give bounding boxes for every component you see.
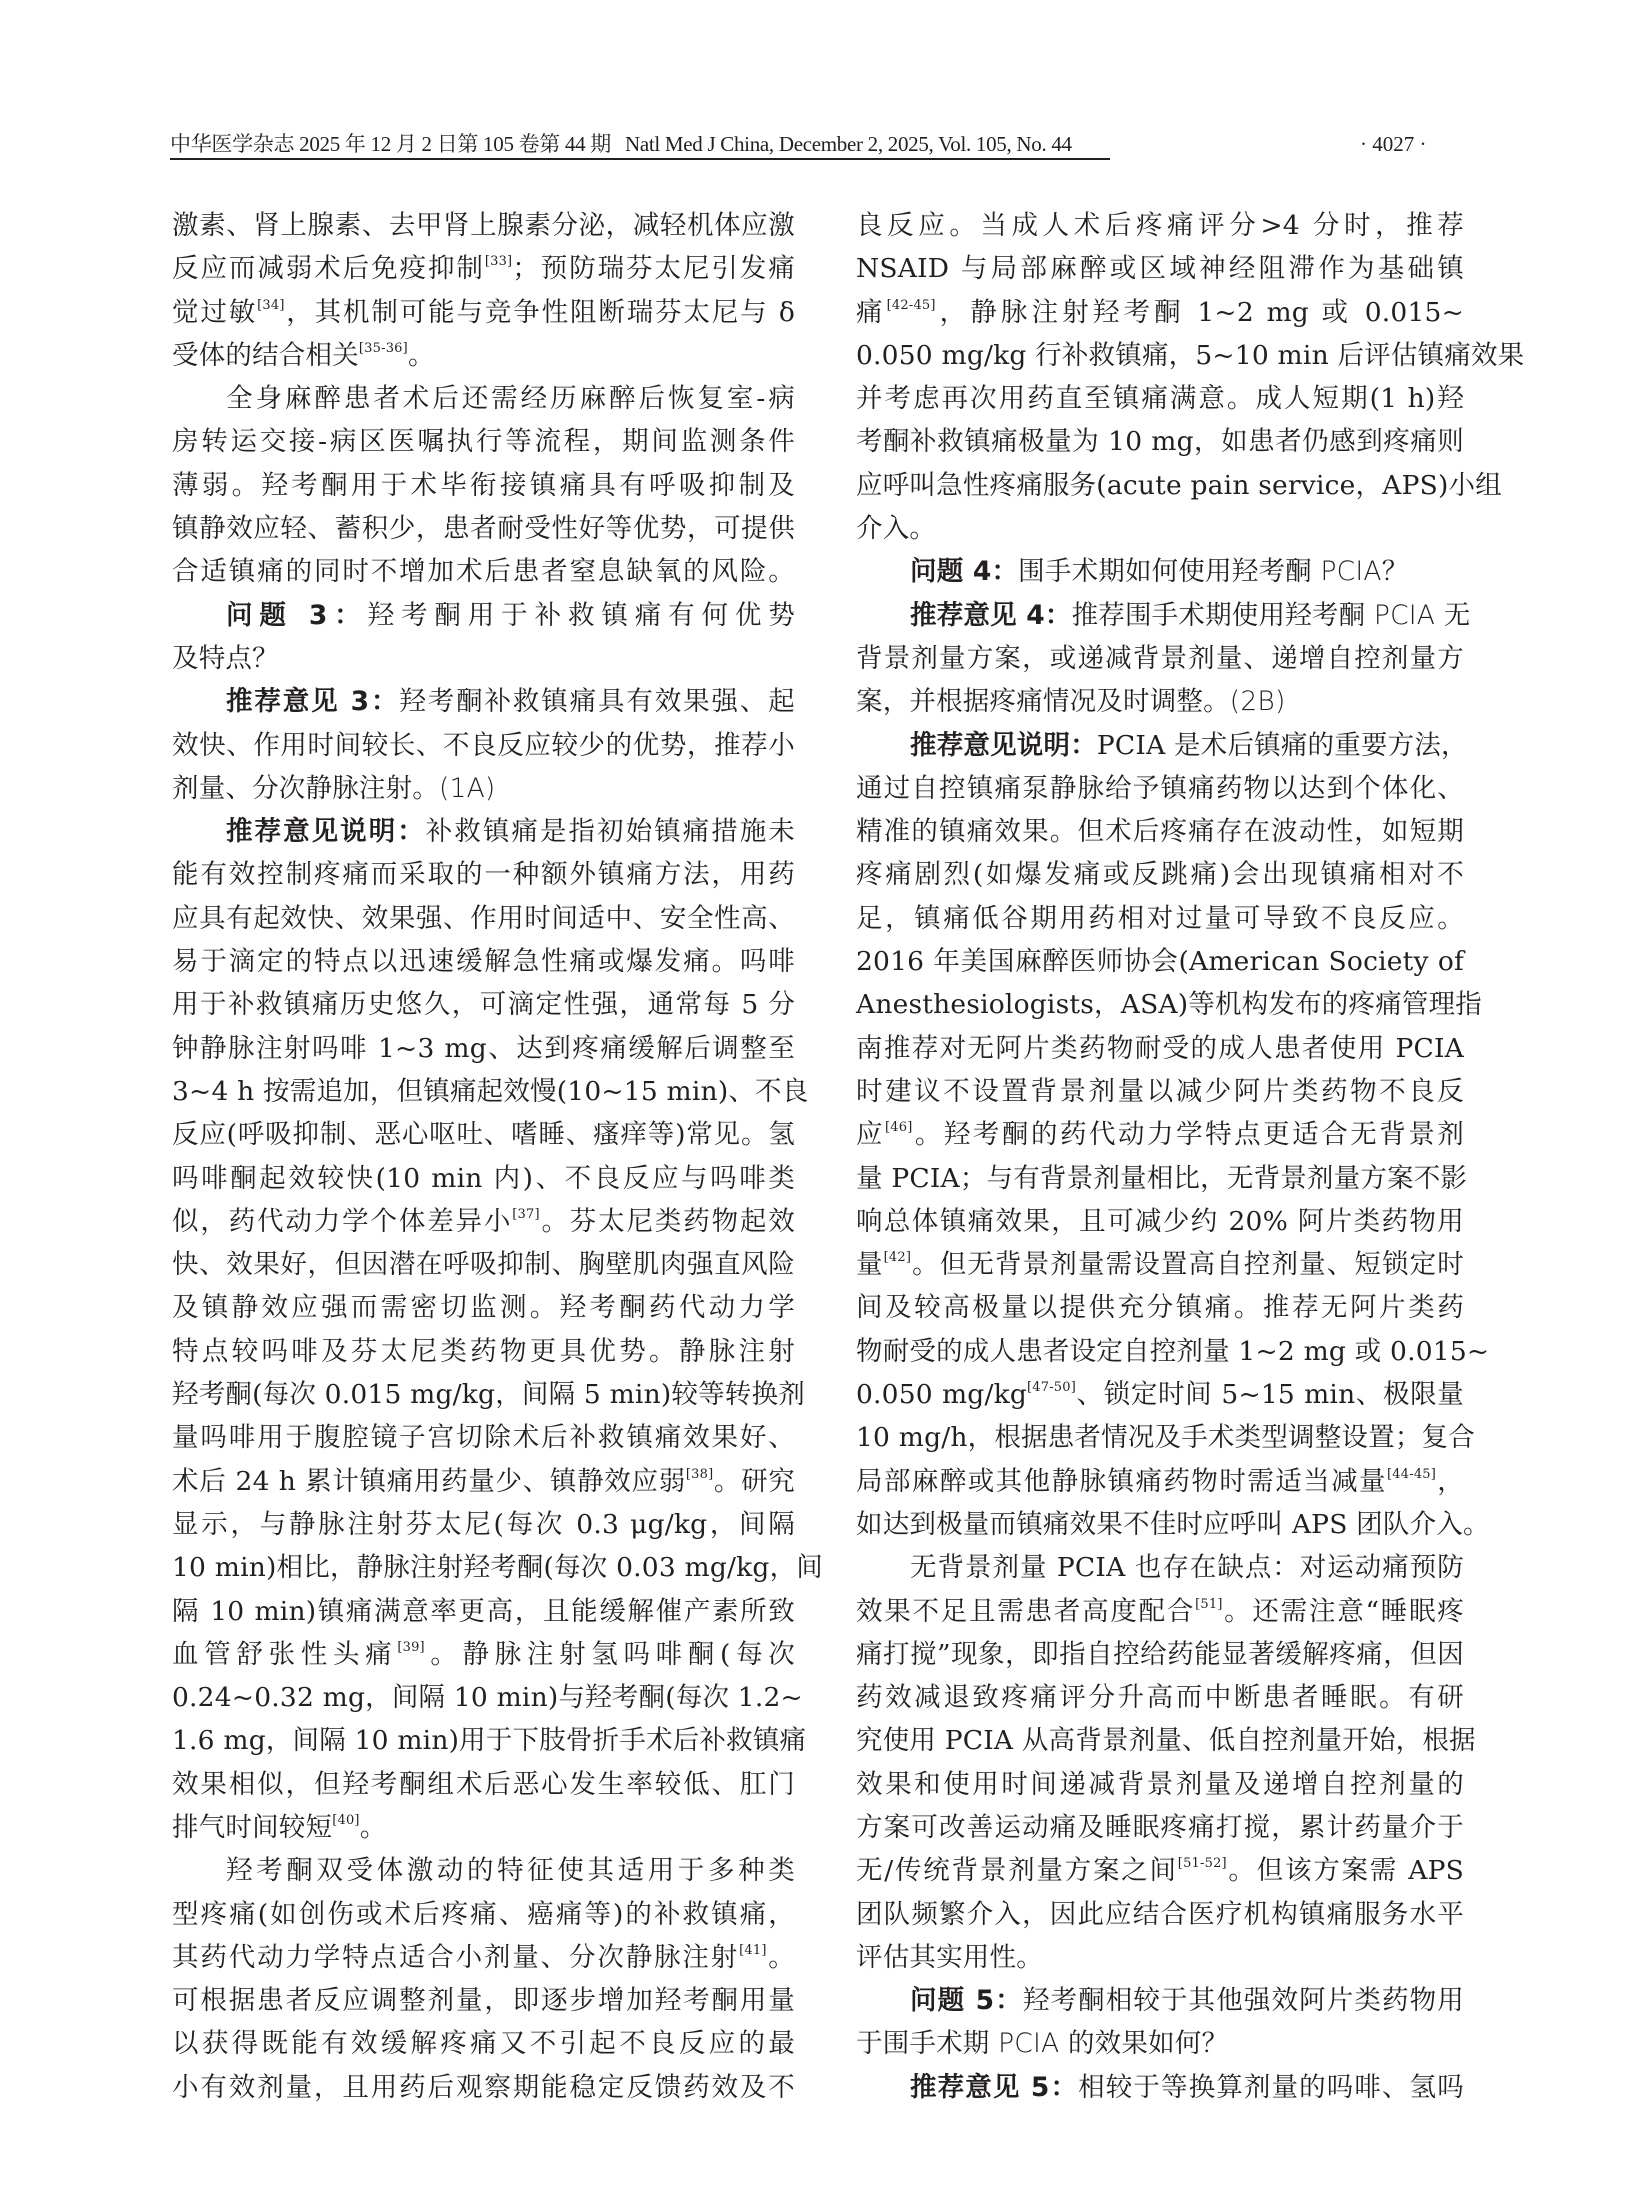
line-text: NSAID 与局部麻醉或区域神经阻滞作为基础镇 xyxy=(856,253,1464,285)
text-line xyxy=(856,983,1482,1026)
text-line xyxy=(856,1286,1464,1329)
citation-ref: [46] xyxy=(885,1120,913,1136)
line-text: 无/传统背景剂量方案之间 xyxy=(856,1855,1178,1887)
text-line xyxy=(856,1373,1464,1416)
line-text: 快、效果好，但因潜在呼吸抑制、胸壁肌肉强直风险 xyxy=(172,1249,795,1281)
text-line xyxy=(856,1503,1490,1546)
line-text: 补救镇痛是指初始镇痛措施未 xyxy=(425,816,795,848)
line-text: 及镇静效应强而需密切监测。羟考酮药代动力学 xyxy=(172,1292,795,1324)
line-text: 评估其实用性。 xyxy=(856,1941,1043,1973)
line-text: 围手术期如何使用羟考酮 PCIA？ xyxy=(1018,556,1409,588)
line-text: 痛打搅”现象，即指自控给药能显著缓解疼痛，但因 xyxy=(856,1638,1464,1670)
line-text: 觉过敏 xyxy=(172,296,258,328)
text-line xyxy=(172,1719,807,1762)
citation-ref: [44-45] xyxy=(1387,1466,1437,1482)
text-line xyxy=(856,550,1464,593)
text-line xyxy=(172,550,795,593)
text-line xyxy=(172,680,795,723)
line-text: 型疼痛(如创伤或术后疼痛、癌痛等)的补救镇痛， xyxy=(172,1898,795,1930)
line-text: 吗啡酮起效较快(10 min 内)、不良反应与吗啡类 xyxy=(172,1162,795,1194)
text-line xyxy=(172,2022,795,2065)
running-header xyxy=(170,130,1110,160)
line-text: 及特点？ xyxy=(172,642,279,674)
text-line xyxy=(856,1330,1490,1373)
journal-title-en: Natl Med J China, December 2, 2025, Vol. 105, No. 44 xyxy=(625,132,1072,156)
line-text: 量 xyxy=(856,1249,884,1281)
heading-label: 推荐意见 5： xyxy=(910,2071,1079,2103)
line-text: 背景剂量方案，或递减背景剂量、递增自控剂量方 xyxy=(856,642,1464,674)
line-text: 应呼叫急性疼痛服务(acute pain service，APS)小组 xyxy=(856,469,1502,501)
text-line xyxy=(856,1200,1464,1243)
line-text: 足，镇痛低谷期用药相对过量可导致不良反应。 xyxy=(856,902,1464,934)
text-line xyxy=(856,464,1502,507)
text-line xyxy=(172,1676,803,1719)
line-text: 案，并根据疼痛情况及时调整。(2B) xyxy=(856,686,1286,718)
citation-ref: [40] xyxy=(332,1812,360,1828)
line-text-cont: 。芬太尼类药物起效 xyxy=(539,1205,795,1237)
line-text: Anesthesiologists，ASA)等机构发布的疼痛管理指 xyxy=(856,989,1482,1021)
line-text: 如达到极量而镇痛效果不佳时应呼叫 APS 团队介入。 xyxy=(856,1508,1490,1540)
text-line xyxy=(856,1113,1464,1156)
text-line xyxy=(172,940,795,983)
text-line xyxy=(856,1027,1464,1070)
text-line xyxy=(172,1070,809,1113)
text-line xyxy=(856,1676,1464,1719)
heading-label: 问题 5： xyxy=(910,1985,1023,2017)
text-line xyxy=(856,2022,1464,2065)
line-text: 易于滴定的特点以迅速缓解急性痛或爆发痛。吗啡 xyxy=(172,946,795,978)
line-text: 镇静效应轻、蓄积少，患者耐受性好等优势，可提供 xyxy=(172,513,795,545)
line-text: 团队频繁介入，因此应结合医疗机构镇痛服务水平 xyxy=(856,1898,1464,1930)
line-text: 效果和使用时间递减背景剂量及递增自控剂量的 xyxy=(856,1768,1464,1800)
line-text: 2016 年美国麻醉医师协会(American Society of xyxy=(856,946,1464,978)
text-line xyxy=(856,1590,1464,1633)
text-line xyxy=(172,1806,795,1849)
citation-ref: [38] xyxy=(685,1466,714,1482)
text-line xyxy=(856,1979,1464,2022)
line-text-cont: 。但该方案需 APS xyxy=(1226,1855,1465,1887)
page-number: · 4027 · xyxy=(1360,132,1427,156)
text-line xyxy=(172,1157,795,1200)
citation-ref: [35-36] xyxy=(358,340,408,356)
line-text: 反应而减弱术后免疫抑制 xyxy=(172,253,485,285)
line-text: 钟静脉注射吗啡 1~3 mg、达到疼痛缓解后调整至 xyxy=(172,1032,795,1064)
line-text: 精准的镇痛效果。但术后疼痛存在波动性，如短期 xyxy=(856,816,1464,848)
line-text: 羟考酮双受体激动的特征使其适用于多种类 xyxy=(226,1855,795,1887)
line-text: 小有效剂量，且用药后观察期能稳定反馈药效及不 xyxy=(172,2071,795,2103)
line-text: 10 mg/h，根据患者情况及手术类型调整设置；复合 xyxy=(856,1422,1475,1454)
line-text: 0.050 mg/kg 行补救镇痛，5~10 min 后评估镇痛效果 xyxy=(856,339,1525,371)
line-text: PCIA 是术后镇痛的重要方法， xyxy=(1096,729,1468,761)
text-line xyxy=(856,1243,1464,1286)
text-line xyxy=(172,377,795,420)
text-line xyxy=(172,637,795,680)
line-text-cont: 、锁定时间 5~15 min、极限量 xyxy=(1076,1379,1465,1411)
text-line xyxy=(172,767,795,810)
citation-ref: [51-52] xyxy=(1177,1856,1227,1872)
line-text: 介入。 xyxy=(856,513,937,545)
line-text: 方案可改善运动痛及睡眠疼痛打搅，累计药量介于 xyxy=(856,1811,1464,1843)
citation-ref: [42] xyxy=(883,1250,912,1266)
text-line xyxy=(856,897,1464,940)
citation-ref: [37] xyxy=(512,1206,540,1222)
text-line xyxy=(172,724,795,767)
line-text-cont: ， xyxy=(1436,1465,1464,1497)
line-text-cont: 。 xyxy=(766,1941,795,1973)
text-line xyxy=(856,940,1464,983)
text-line xyxy=(172,1936,795,1979)
text-line xyxy=(172,1416,795,1459)
text-line xyxy=(856,507,1464,550)
heading-label: 问题 3： xyxy=(226,599,368,631)
text-line xyxy=(856,1460,1464,1503)
line-text-cont: ，静脉注射羟考酮 1~2 mg 或 0.015~ xyxy=(935,296,1464,328)
citation-ref: [41] xyxy=(739,1942,767,1958)
line-text: 羟考酮补救镇痛具有效果强、起 xyxy=(399,686,795,718)
text-line xyxy=(856,1936,1464,1979)
text-line xyxy=(172,1633,795,1676)
text-line xyxy=(172,1590,795,1633)
line-text: 应 xyxy=(856,1119,886,1151)
text-line xyxy=(172,1243,795,1286)
heading-label: 问题 4： xyxy=(910,556,1019,588)
text-line xyxy=(856,680,1464,723)
line-text: 特点较吗啡及芬太尼类药物更具优势。静脉注射 xyxy=(172,1335,795,1367)
line-text-cont: 。 xyxy=(407,339,435,371)
line-text-cont: 。 xyxy=(359,1811,387,1843)
text-line xyxy=(856,204,1464,247)
line-text: 时建议不设置背景剂量以减少阿片类药物不良反 xyxy=(856,1075,1464,1107)
line-text: 0.24~0.32 mg，间隔 10 min)与羟考酮(每次 1.2~ xyxy=(172,1682,803,1714)
text-line xyxy=(856,1070,1464,1113)
line-text: 疼痛剧烈(如爆发痛或反跳痛)会出现镇痛相对不 xyxy=(856,859,1464,891)
line-text: 受体的结合相关 xyxy=(172,339,359,371)
line-text: 究使用 PCIA 从高背景剂量、低自控剂量开始，根据 xyxy=(856,1725,1476,1757)
line-text: 术后 24 h 累计镇痛用药量少、镇静效应弱 xyxy=(172,1465,686,1497)
text-line xyxy=(172,507,795,550)
line-text: 痛 xyxy=(856,296,887,328)
text-line xyxy=(172,1546,823,1589)
text-line xyxy=(172,464,795,507)
heading-label: 推荐意见说明： xyxy=(226,816,426,848)
line-text: 于围手术期 PCIA 的效果如何？ xyxy=(856,2028,1229,2060)
heading-label: 推荐意见说明： xyxy=(910,729,1097,761)
line-text: 相较于等换算剂量的吗啡、氢吗 xyxy=(1078,2071,1464,2103)
line-text: 0.050 mg/kg xyxy=(856,1379,1027,1411)
line-text: 并考虑再次用药直至镇痛满意。成人短期(1 h)羟 xyxy=(856,383,1464,415)
text-line xyxy=(172,291,795,334)
citation-ref: [34] xyxy=(257,297,285,313)
line-text: 似，药代动力学个体差异小 xyxy=(172,1205,513,1237)
text-line xyxy=(856,594,1471,637)
line-text-cont: 。羟考酮的药代动力学特点更适合无背景剂 xyxy=(912,1119,1464,1151)
text-line xyxy=(856,2066,1464,2109)
line-text: 用于补救镇痛历史悠久，可滴定性强，通常每 5 分 xyxy=(172,989,795,1021)
line-text: 显示，与静脉注射芬太尼(每次 0.3 μg/kg，间隔 xyxy=(172,1508,795,1540)
left-column xyxy=(172,204,823,2109)
text-line xyxy=(856,1416,1475,1459)
line-text: 激素、肾上腺素、去甲肾上腺素分泌，减轻机体应激 xyxy=(172,210,795,241)
citation-ref: [51] xyxy=(1195,1596,1223,1612)
line-text: 隔 10 min)镇痛满意率更高，且能缓解催产素所致 xyxy=(172,1595,795,1627)
line-text: 间及较高极量以提供充分镇痛。推荐无阿片类药 xyxy=(856,1292,1464,1324)
line-text-cont: 。研究 xyxy=(713,1465,795,1497)
line-text: 响总体镇痛效果，且可减少约 20% 阿片类药物用 xyxy=(856,1205,1464,1237)
line-text: 剂量、分次静脉注射。(1A) xyxy=(172,772,496,804)
text-line xyxy=(172,247,795,290)
line-text: 应具有起效快、效果强、作用时间适中、安全性高、 xyxy=(172,902,795,934)
right-column xyxy=(856,204,1525,2109)
line-text: 通过自控镇痛泵静脉给予镇痛药物以达到个体化、 xyxy=(856,772,1464,804)
line-text: 效果相似，但羟考酮组术后恶心发生率较低、肛门 xyxy=(172,1768,795,1800)
line-text: 其药代动力学特点适合小剂量、分次静脉注射 xyxy=(172,1941,740,1973)
text-line xyxy=(856,334,1525,377)
text-line xyxy=(172,983,795,1026)
line-text: 可根据患者反应调整剂量，即逐步增加羟考酮用量 xyxy=(172,1985,795,2017)
text-line xyxy=(172,810,795,853)
line-text-cont: 。还需注意“睡眠疼 xyxy=(1222,1595,1464,1627)
text-line xyxy=(172,1979,795,2022)
line-text: 反应(呼吸抑制、恶心呕吐、嗜睡、瘙痒等)常见。氢 xyxy=(172,1119,795,1151)
citation-ref: [42-45] xyxy=(886,297,936,313)
line-text: 羟考酮用于补救镇痛有何优势 xyxy=(367,599,795,631)
text-line xyxy=(172,1286,795,1329)
text-line xyxy=(172,1027,795,1070)
text-line xyxy=(856,377,1464,420)
line-text-cont: 。但无背景剂量需设置高自控剂量、短锁定时 xyxy=(911,1249,1465,1281)
line-text: 效果不足且需患者高度配合 xyxy=(856,1595,1196,1627)
line-text: 1.6 mg，间隔 10 min)用于下肢骨折手术后补救镇痛 xyxy=(172,1725,807,1757)
line-text: 考酮补救镇痛极量为 10 mg，如患者仍感到疼痛则 xyxy=(856,426,1464,458)
text-line xyxy=(172,1849,795,1892)
text-line xyxy=(856,637,1464,680)
line-text: 3~4 h 按需追加，但镇痛起效慢(10~15 min)、不良 xyxy=(172,1075,809,1107)
text-line xyxy=(172,1373,805,1416)
line-text: 10 min)相比，静脉注射羟考酮(每次 0.03 mg/kg，间 xyxy=(172,1552,823,1584)
text-line xyxy=(856,1849,1464,1892)
text-line xyxy=(172,594,795,637)
line-text-cont: ，其机制可能与竞争性阻断瑞芬太尼与 δ xyxy=(284,296,795,328)
heading-label: 推荐意见 3： xyxy=(226,686,400,718)
text-line xyxy=(856,1806,1464,1849)
citation-ref: [33] xyxy=(484,254,513,270)
text-line xyxy=(172,1460,795,1503)
line-text: 合适镇痛的同时不增加术后患者窒息缺氧的风险。 xyxy=(172,556,795,588)
text-line xyxy=(856,1633,1464,1676)
line-text: 薄弱。羟考酮用于术毕衔接镇痛具有呼吸抑制及 xyxy=(172,469,795,501)
text-line xyxy=(856,420,1464,463)
line-text: 药效减退致疼痛评分升高而中断患者睡眠。有研 xyxy=(856,1682,1464,1714)
line-text: 南推荐对无阿片类药物耐受的成人患者使用 PCIA xyxy=(856,1032,1464,1064)
text-line xyxy=(856,1893,1464,1936)
citation-ref: [47-50] xyxy=(1027,1380,1077,1396)
text-line xyxy=(856,853,1464,896)
text-line xyxy=(856,1763,1464,1806)
citation-ref: [39] xyxy=(397,1639,425,1655)
line-text: 效快、作用时间较长、不良反应较少的优势，推荐小 xyxy=(172,729,795,761)
text-line xyxy=(172,1893,795,1936)
text-line xyxy=(856,1157,1468,1200)
text-line xyxy=(172,1503,795,1546)
line-text: 良反应。当成人术后疼痛评分>4 分时，推荐 xyxy=(856,210,1464,241)
text-line xyxy=(172,1113,795,1156)
line-text: 能有效控制疼痛而采取的一种额外镇痛方法，用药 xyxy=(172,859,795,891)
text-line xyxy=(856,767,1464,810)
text-line xyxy=(172,204,795,247)
text-line xyxy=(172,1330,795,1373)
text-line xyxy=(856,247,1464,290)
text-line xyxy=(856,724,1468,767)
text-line xyxy=(172,853,795,896)
line-text: 全身麻醉患者术后还需经历麻醉后恢复室-病 xyxy=(226,383,795,415)
text-line xyxy=(172,1763,795,1806)
text-line xyxy=(856,291,1464,334)
text-line xyxy=(172,334,795,377)
line-text: 房转运交接-病区医嘱执行等流程，期间监测条件 xyxy=(172,426,795,458)
line-text: 局部麻醉或其他静脉镇痛药物时需适当减量 xyxy=(856,1465,1388,1497)
line-text: 物耐受的成人患者设定自控剂量 1~2 mg 或 0.015~ xyxy=(856,1335,1490,1367)
line-text: 量 PCIA；与有背景剂量相比，无背景剂量方案不影 xyxy=(856,1162,1468,1194)
text-line xyxy=(856,1719,1476,1762)
text-line xyxy=(856,1546,1464,1589)
text-line xyxy=(856,810,1464,853)
journal-title-cn: 中华医学杂志 2025 年 12 月 2 日第 105 卷第 44 期 xyxy=(170,132,611,156)
line-text: 以获得既能有效缓解疼痛又不引起不良反应的最 xyxy=(172,2028,795,2060)
line-text: 羟考酮相较于其他强效阿片类药物用 xyxy=(1022,1985,1464,2017)
text-line xyxy=(172,1200,795,1243)
text-line xyxy=(172,420,795,463)
text-line xyxy=(172,2066,795,2109)
line-text: 血管舒张性头痛 xyxy=(172,1638,398,1670)
line-text: 量吗啡用于腹腔镜子宫切除术后补救镇痛效果好、 xyxy=(172,1422,795,1454)
line-text: 排气时间较短 xyxy=(172,1811,333,1843)
text-line xyxy=(172,897,795,940)
line-text: 推荐围手术期使用羟考酮 PCIA 无 xyxy=(1071,599,1471,631)
line-text: 无背景剂量 PCIA 也存在缺点：对运动痛预防 xyxy=(910,1552,1464,1584)
line-text: 羟考酮(每次 0.015 mg/kg，间隔 5 min)较等转换剂 xyxy=(172,1379,805,1411)
heading-label: 推荐意见 4： xyxy=(910,599,1072,631)
line-text-cont: 。静脉注射氢吗啡酮(每次 xyxy=(424,1638,795,1670)
line-text-cont: ；预防瑞芬太尼引发痛 xyxy=(512,253,796,285)
